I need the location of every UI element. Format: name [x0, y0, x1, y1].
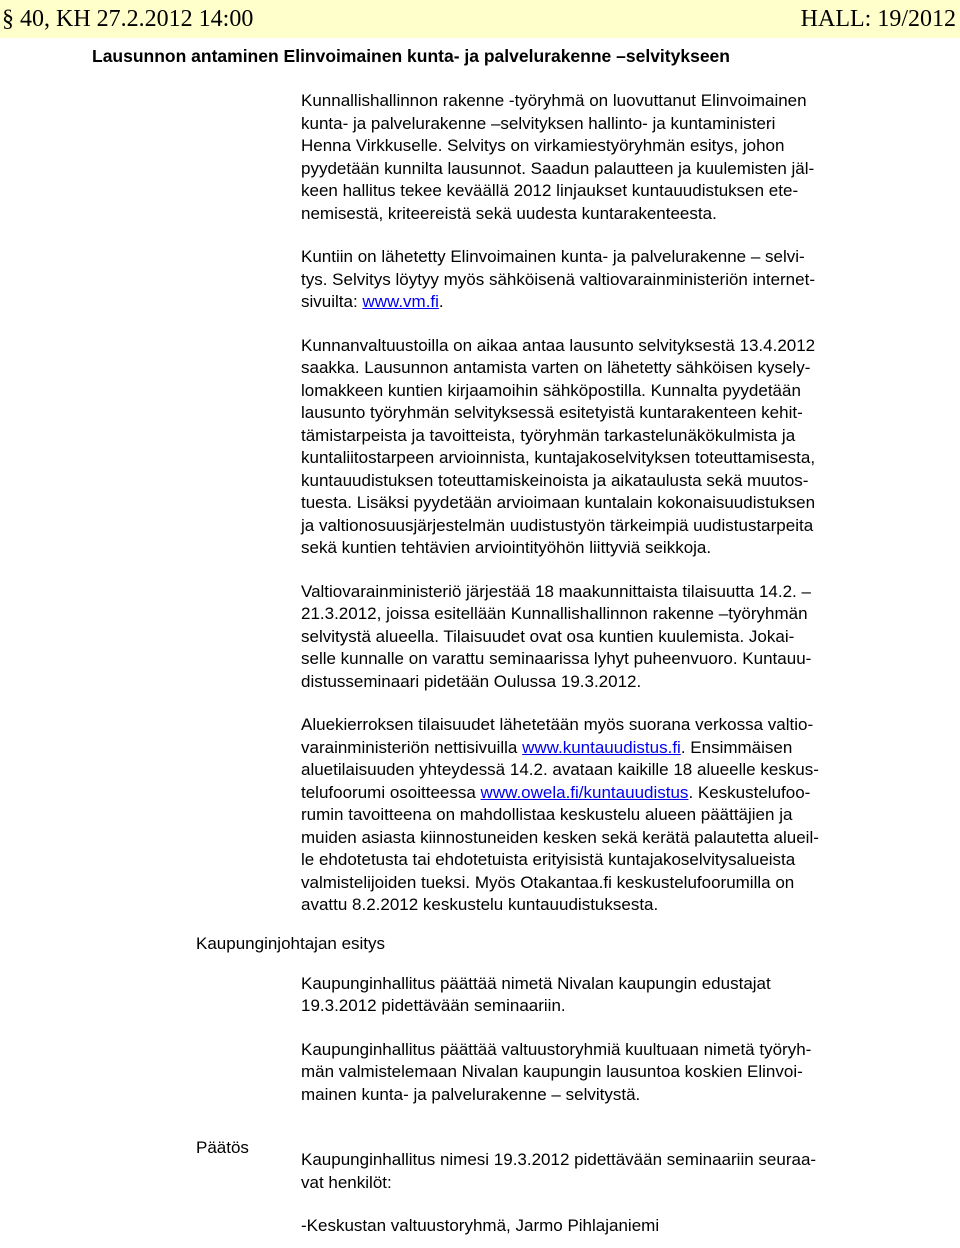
side-label-proposal: Kaupunginjohtajan esitys — [196, 934, 386, 953]
side-label-decision: Päätös — [196, 1138, 249, 1157]
kuntauudistus-link[interactable]: www.kuntauudistus.fi — [522, 737, 681, 757]
paragraph-sent: Kuntiin on lähetetty Elinvoimainen kunta- ja palvelurakenne – selvi- tys. Selvitys löytyy myös sähköisenä valtiovarainministeriön internet- sivuilta: www.vm.fi. — [301, 247, 815, 311]
paragraph-intro: Kunnallishallinnon rakenne -työryhmä on luovuttanut Elinvoimainen kunta- ja palvelurakenne –selvityksen hallinto- ja kuntaministeri Henna Virkkuselle. Selvitys on virkamiestyöryhmän esitys, johon pyydetään kunnilta lausunnot. Saadun palautteen ja kuulemisten jäl- keen hallitus tekee keväällä 2012 linjaukset kuntauudistuksen ete- nemisestä, kriteereistä sekä uudesta kuntarakenteesta. — [301, 91, 815, 223]
section-reference: § 40, KH 27.2.2012 14:00 — [2, 6, 254, 32]
document-title: Lausunnon antaminen Elinvoimainen kunta- ja palvelurakenne –selvitykseen — [92, 46, 730, 66]
hall-reference: HALL: 19/2012 — [800, 6, 956, 32]
paragraph-deadline: Kunnanvaltuustoilla on aikaa antaa lausunto selvityksestä 13.4.2012 saakka. Lausunnon antamista varten on lähetetty sähköisen kysely- lomakkeen kuntien kirjaamoihin sähköpostilla. Kunnalta pyydetään lausunto työryhmän selvityksessä esitetyistä kuntarakenteen kehit- tämistarpeista ja tavoitteista, työryhmän tarkastelunäkökulmista ja kuntaliitostarpeen arvioinnista, kuntajakoselvityksen toteuttamisesta, kuntauudistuksen toteuttamiskeinoista ja aikataulusta sekä muutos- tuesta. Lisäksi pyydetään arvioimaan kuntalain kokonaisuudistuksen ja valtionosuusjärjestelmän uudistustyön tärkeimpiä uudistustarpeita sekä kuntien tehtävien arviointityöhön liittyviä seikkoja. — [301, 335, 816, 557]
paragraph-regional-tour: Aluekierroksen tilaisuudet lähetetään myös suorana verkossa valtio- varainministeriön nettisivuilla www.kuntauudistus.fi. Ensimmäisen aluetilaisuuden yhteydessä 14.2. avataan kaikille 18 alueelle keskus- telufoorumi osoitteessa www.owela.fi/kuntauudistus. Keskustelufoo- rumin tavoitteena on mahdollistaa keskustelu alueen päättäjien ja muiden asiasta kiinnostuneiden kesken sekä kerätä palautetta alueil- le ehdotetusta tai ehdotetuista erityisistä kuntajakoselvitysalueista valmistelijoiden tueksi. Myös Otakantaa.fi keskustelufoorumilla on avattu 8.2.2012 keskustelu kuntauudistuksesta. — [301, 715, 819, 914]
vm-fi-link[interactable]: www.vm.fi — [362, 292, 439, 311]
document-body — [301, 90, 901, 1238]
document-header — [0, 0, 960, 38]
paragraph-proposal-2: Kaupunginhallitus päättää valtuustoryhmiä kuultuaan nimetä työryh- män valmistelemaan Nivalan kaupungin lausuntoa koskien Elinvoi- mainen kunta- ja palvelurakenne – selvitystä. — [301, 1039, 812, 1104]
owela-link[interactable]: www.owela.fi/kuntauudistus — [480, 782, 689, 802]
paragraph-decision-1: Kaupunginhallitus nimesi 19.3.2012 pidettävään seminaariin seuraa- vat henkilöt: — [301, 1150, 817, 1192]
paragraph-decision-2: -Keskustan valtuustoryhmä, Jarmo Pihlajaniemi — [301, 1216, 660, 1235]
paragraph-proposal-1: Kaupunginhallitus päättää nimetä Nivalan kaupungin edustajat 19.3.2012 pidettävään seminaariin. — [301, 973, 771, 1015]
paragraph-events: Valtiovarainministeriö järjestää 18 maakunnittaista tilaisuutta 14.2. – 21.3.2012, joissa esitellään Kunnallishallinnon rakenne –työryhmän selvitystä alueella. Tilaisuudet ovat osa kuntien kuulemista. Jokai- selle kunnalle on varattu seminaarissa lyhyt puheenvuoro. Kuntauu- distusseminaari pidetään Oulussa 19.3.2012. — [301, 581, 812, 691]
